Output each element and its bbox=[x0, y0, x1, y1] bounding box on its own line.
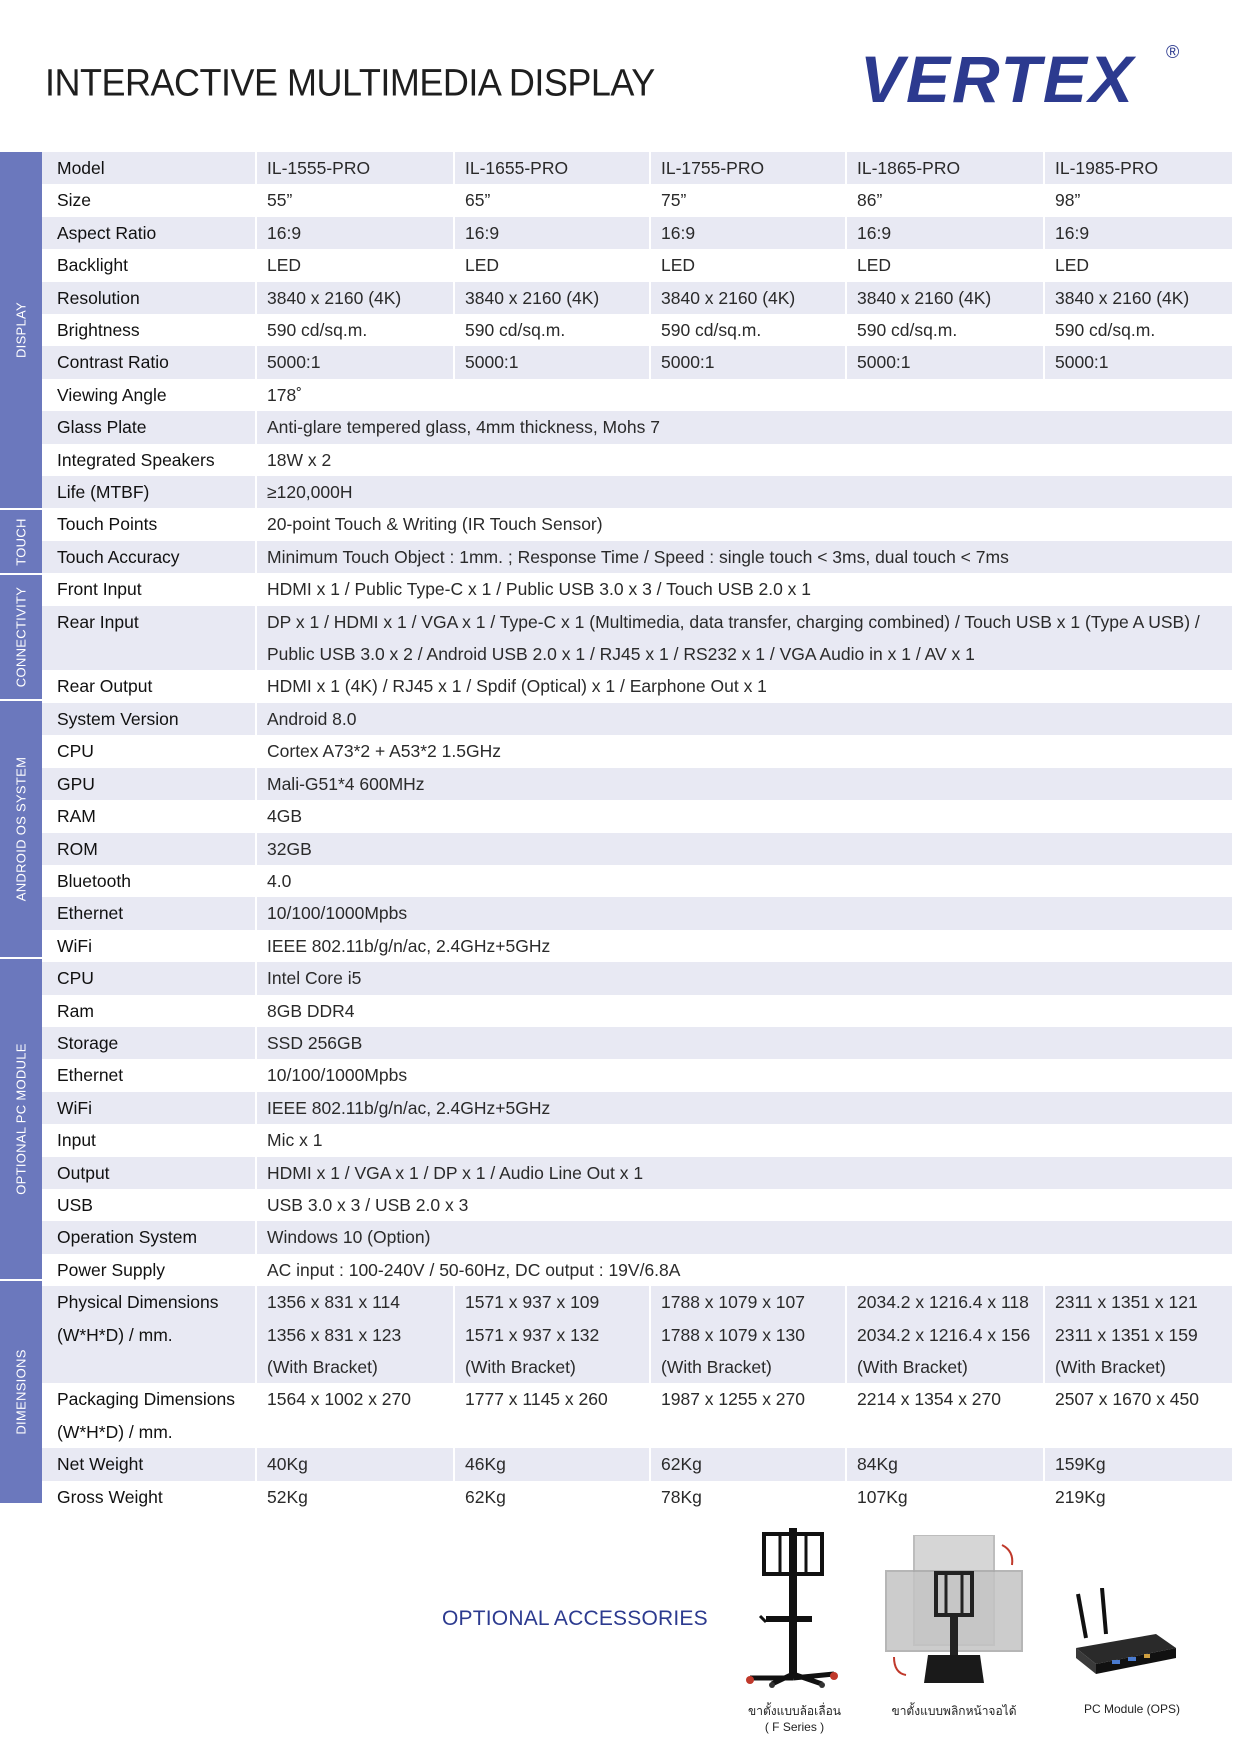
spec-value: 3840 x 2160 (4K) bbox=[455, 282, 651, 314]
spec-value-line: (With Bracket) bbox=[267, 1356, 378, 1377]
spec-label: Backlight bbox=[42, 249, 257, 281]
spec-value: 16:9 bbox=[847, 217, 1045, 249]
spec-value: 10/100/1000Mpbs bbox=[257, 1059, 1234, 1091]
spec-value: 46Kg bbox=[455, 1448, 651, 1480]
spec-value: 18W x 2 bbox=[257, 444, 1234, 476]
rolling-stand-image bbox=[742, 1528, 842, 1688]
spec-value: 107Kg bbox=[847, 1481, 1045, 1513]
section-android-os: ANDROID OS SYSTEM bbox=[0, 701, 42, 957]
spec-value: 32GB bbox=[257, 833, 1234, 865]
spec-label: Viewing Angle bbox=[42, 379, 257, 411]
spec-label: CPU bbox=[42, 962, 257, 994]
spec-value: 10/100/1000Mpbs bbox=[257, 897, 1234, 929]
spec-value: ≥120,000H bbox=[257, 476, 1234, 508]
spec-label: Aspect Ratio bbox=[42, 217, 257, 249]
spec-value: 1777 x 1145 x 260 bbox=[455, 1383, 651, 1448]
spec-value-line: (With Bracket) bbox=[1055, 1356, 1166, 1377]
spec-value: IEEE 802.11b/g/n/ac, 2.4GHz+5GHz bbox=[257, 1092, 1234, 1124]
spec-value: 5000:1 bbox=[1045, 346, 1234, 378]
spec-row bbox=[42, 1286, 1234, 1383]
spec-row bbox=[42, 897, 1234, 929]
spec-row bbox=[42, 444, 1234, 476]
spec-row bbox=[42, 282, 1234, 314]
spec-value-line: 1356 x 831 x 123 bbox=[267, 1324, 402, 1345]
spec-value: 3840 x 2160 (4K) bbox=[651, 282, 847, 314]
spec-value: Windows 10 (Option) bbox=[257, 1221, 1234, 1253]
vertex-logo bbox=[860, 40, 1200, 110]
spec-label: Ram bbox=[42, 995, 257, 1027]
spec-label: Integrated Speakers bbox=[42, 444, 257, 476]
page-title: INTERACTIVE MULTIMEDIA DISPLAY bbox=[45, 60, 655, 104]
spec-label: WiFi bbox=[42, 1092, 257, 1124]
spec-label: USB bbox=[42, 1189, 257, 1221]
spec-row bbox=[42, 573, 1234, 605]
spec-label: Input bbox=[42, 1124, 257, 1156]
spec-label: Brightness bbox=[42, 314, 257, 346]
spec-label: Rear Input bbox=[42, 606, 257, 671]
spec-value: 4GB bbox=[257, 800, 1234, 832]
spec-label: Life (MTBF) bbox=[42, 476, 257, 508]
spec-value bbox=[257, 606, 1234, 671]
spec-value: Android 8.0 bbox=[257, 703, 1234, 735]
spec-row bbox=[42, 962, 1234, 994]
pc-module-image bbox=[1072, 1588, 1182, 1678]
spec-value: 16:9 bbox=[257, 217, 455, 249]
spec-value: 20-point Touch & Writing (IR Touch Sensor) bbox=[257, 508, 1234, 540]
spec-value: 5000:1 bbox=[455, 346, 651, 378]
spec-value: Anti-glare tempered glass, 4mm thickness, Mohs 7 bbox=[257, 411, 1234, 443]
spec-value-line: 1788 x 1079 x 130 bbox=[661, 1324, 806, 1345]
spec-label: GPU bbox=[42, 768, 257, 800]
spec-row bbox=[42, 184, 1234, 216]
spec-value: Mali-G51*4 600MHz bbox=[257, 768, 1234, 800]
spec-row bbox=[42, 346, 1234, 378]
spec-value bbox=[651, 1286, 847, 1383]
spec-label bbox=[42, 1383, 257, 1448]
spec-value: 3840 x 2160 (4K) bbox=[1045, 282, 1234, 314]
spec-row bbox=[42, 703, 1234, 735]
spec-label: Output bbox=[42, 1157, 257, 1189]
spec-label: Ethernet bbox=[42, 897, 257, 929]
section-display: DISPLAY bbox=[0, 152, 42, 508]
spec-value: 590 cd/sq.m. bbox=[257, 314, 455, 346]
spec-row bbox=[42, 1221, 1234, 1253]
spec-value-line: 2311 x 1351 x 159 bbox=[1055, 1324, 1198, 1345]
spec-label: Net Weight bbox=[42, 1448, 257, 1480]
spec-row bbox=[42, 670, 1234, 702]
spec-row bbox=[42, 735, 1234, 767]
spec-value: 2507 x 1670 x 450 bbox=[1045, 1383, 1234, 1448]
spec-value: HDMI x 1 / VGA x 1 / DP x 1 / Audio Line Out x 1 bbox=[257, 1157, 1234, 1189]
spec-value: LED bbox=[257, 249, 455, 281]
spec-label: ROM bbox=[42, 833, 257, 865]
spec-value-line: 1571 x 937 x 132 bbox=[465, 1324, 600, 1345]
spec-row bbox=[42, 930, 1234, 962]
spec-value-line: 2034.2 x 1216.4 x 156 bbox=[857, 1324, 1031, 1345]
spec-value: LED bbox=[651, 249, 847, 281]
spec-value-line: 2311 x 1351 x 121 bbox=[1055, 1292, 1198, 1313]
spec-value: 5000:1 bbox=[847, 346, 1045, 378]
spec-value bbox=[1045, 1286, 1234, 1383]
spec-value: IL-1865-PRO bbox=[847, 152, 1045, 184]
spec-value bbox=[257, 1286, 455, 1383]
spec-value: 5000:1 bbox=[651, 346, 847, 378]
spec-value: 590 cd/sq.m. bbox=[1045, 314, 1234, 346]
spec-value: SSD 256GB bbox=[257, 1027, 1234, 1059]
spec-label: Contrast Ratio bbox=[42, 346, 257, 378]
spec-value: IL-1985-PRO bbox=[1045, 152, 1234, 184]
spec-label: System Version bbox=[42, 703, 257, 735]
spec-label-line: (W*H*D) / mm. bbox=[57, 1421, 173, 1442]
spec-row bbox=[42, 379, 1234, 411]
spec-value: 3840 x 2160 (4K) bbox=[847, 282, 1045, 314]
spec-row bbox=[42, 411, 1234, 443]
spec-label-line: (W*H*D) / mm. bbox=[57, 1324, 173, 1345]
spec-value: AC input : 100-240V / 50-60Hz, DC output : 19V/6.8A bbox=[257, 1254, 1234, 1286]
spec-value bbox=[455, 1286, 651, 1383]
spec-value: HDMI x 1 / Public Type-C x 1 / Public USB 3.0 x 3 / Touch USB 2.0 x 1 bbox=[257, 573, 1234, 605]
registered-mark: ® bbox=[1166, 42, 1180, 62]
spec-value: IL-1555-PRO bbox=[257, 152, 455, 184]
spec-label: Touch Accuracy bbox=[42, 541, 257, 573]
spec-value: 159Kg bbox=[1045, 1448, 1234, 1480]
spec-value: 62Kg bbox=[651, 1448, 847, 1480]
spec-value: 219Kg bbox=[1045, 1481, 1234, 1513]
spec-row bbox=[42, 768, 1234, 800]
spec-row bbox=[42, 1027, 1234, 1059]
spec-value: 55” bbox=[257, 184, 455, 216]
spec-label: Gross Weight bbox=[42, 1481, 257, 1513]
spec-label: Storage bbox=[42, 1027, 257, 1059]
spec-value: IL-1655-PRO bbox=[455, 152, 651, 184]
spec-value: 86” bbox=[847, 184, 1045, 216]
spec-label: Operation System bbox=[42, 1221, 257, 1253]
spec-row bbox=[42, 152, 1234, 184]
section-touch: TOUCH bbox=[0, 510, 42, 573]
spec-label: RAM bbox=[42, 800, 257, 832]
spec-value: 62Kg bbox=[455, 1481, 651, 1513]
spec-row bbox=[42, 800, 1234, 832]
spec-value: HDMI x 1 (4K) / RJ45 x 1 / Spdif (Optical) x 1 / Earphone Out x 1 bbox=[257, 670, 1234, 702]
spec-row bbox=[42, 1092, 1234, 1124]
spec-row bbox=[42, 541, 1234, 573]
spec-value: 16:9 bbox=[651, 217, 847, 249]
spec-value: 1564 x 1002 x 270 bbox=[257, 1383, 455, 1448]
spec-label: Ethernet bbox=[42, 1059, 257, 1091]
section-dimensions: DIMENSIONS bbox=[0, 1281, 42, 1503]
spec-value: Intel Core i5 bbox=[257, 962, 1234, 994]
spec-value: 3840 x 2160 (4K) bbox=[257, 282, 455, 314]
spec-value: LED bbox=[1045, 249, 1234, 281]
spec-value bbox=[847, 1286, 1045, 1383]
spec-label: Glass Plate bbox=[42, 411, 257, 443]
spec-row bbox=[42, 1448, 1234, 1480]
spec-value: 65” bbox=[455, 184, 651, 216]
spec-row bbox=[42, 508, 1234, 540]
spec-row bbox=[42, 1254, 1234, 1286]
spec-value: 16:9 bbox=[1045, 217, 1234, 249]
spec-row bbox=[42, 1383, 1234, 1448]
spec-value: Cortex A73*2 + A53*2 1.5GHz bbox=[257, 735, 1234, 767]
spec-value-line: (With Bracket) bbox=[661, 1356, 772, 1377]
spec-label: WiFi bbox=[42, 930, 257, 962]
spec-value: USB 3.0 x 3 / USB 2.0 x 3 bbox=[257, 1189, 1234, 1221]
spec-row bbox=[42, 476, 1234, 508]
spec-label-line: Packaging Dimensions bbox=[57, 1389, 236, 1410]
spec-label: Bluetooth bbox=[42, 865, 257, 897]
rolling-stand-caption-series: ( F Series ) bbox=[764, 1720, 825, 1734]
spec-value-line: (With Bracket) bbox=[465, 1356, 576, 1377]
spec-label: Model bbox=[42, 152, 257, 184]
spec-value-line: 1571 x 937 x 109 bbox=[465, 1292, 600, 1313]
spec-label: Front Input bbox=[42, 573, 257, 605]
rotating-stand-caption: ขาตั้งแบบพลิกหน้าจอได้ bbox=[891, 1704, 1017, 1718]
spec-value-line: 1356 x 831 x 114 bbox=[267, 1292, 400, 1313]
spec-value-line: DP x 1 / HDMI x 1 / VGA x 1 / Type-C x 1 (Multimedia, data transfer, charging combined) / Touch USB x 1 (Type A USB) / bbox=[267, 611, 1200, 632]
spec-row bbox=[42, 1189, 1234, 1221]
spec-label bbox=[42, 1286, 257, 1383]
section-pc-module: OPTIONAL PC MODULE bbox=[0, 959, 42, 1279]
spec-value: 40Kg bbox=[257, 1448, 455, 1480]
pc-module-caption: PC Module (OPS) bbox=[1083, 1702, 1181, 1716]
spec-value: 590 cd/sq.m. bbox=[455, 314, 651, 346]
spec-value: 78Kg bbox=[651, 1481, 847, 1513]
spec-value: 2214 x 1354 x 270 bbox=[847, 1383, 1045, 1448]
spec-value: 178˚ bbox=[257, 379, 1234, 411]
spec-value: Mic x 1 bbox=[257, 1124, 1234, 1156]
spec-row bbox=[42, 995, 1234, 1027]
spec-row bbox=[42, 1481, 1234, 1513]
spec-label: Resolution bbox=[42, 282, 257, 314]
spec-label: Rear Output bbox=[42, 670, 257, 702]
spec-label: CPU bbox=[42, 735, 257, 767]
spec-row bbox=[42, 606, 1234, 671]
spec-value: 98” bbox=[1045, 184, 1234, 216]
spec-row bbox=[42, 217, 1234, 249]
spec-value: Minimum Touch Object : 1mm. ; Response Time / Speed : single touch < 3ms, dual touch < 7ms bbox=[257, 541, 1234, 573]
spec-value-line: 2034.2 x 1216.4 x 118 bbox=[857, 1292, 1029, 1313]
accessories-title: OPTIONAL ACCESSORIES bbox=[442, 1607, 708, 1630]
spec-row bbox=[42, 249, 1234, 281]
spec-value: 16:9 bbox=[455, 217, 651, 249]
spec-value: 590 cd/sq.m. bbox=[847, 314, 1045, 346]
spec-value: IEEE 802.11b/g/n/ac, 2.4GHz+5GHz bbox=[257, 930, 1234, 962]
spec-value-line: Public USB 3.0 x 2 / Android USB 2.0 x 1 / RJ45 x 1 / RS232 x 1 / VGA Audio in x 1 / AV x 1 bbox=[267, 644, 975, 665]
spec-value-line: (With Bracket) bbox=[857, 1356, 968, 1377]
spec-value: 1987 x 1255 x 270 bbox=[651, 1383, 847, 1448]
spec-row bbox=[42, 314, 1234, 346]
spec-label-line: Physical Dimensions bbox=[57, 1292, 219, 1313]
spec-value: 52Kg bbox=[257, 1481, 455, 1513]
spec-value: LED bbox=[455, 249, 651, 281]
spec-value: LED bbox=[847, 249, 1045, 281]
spec-table bbox=[42, 152, 1234, 1513]
logo-text: VERTEX bbox=[860, 42, 1135, 110]
spec-value: IL-1755-PRO bbox=[651, 152, 847, 184]
spec-row bbox=[42, 1157, 1234, 1189]
spec-row bbox=[42, 1059, 1234, 1091]
spec-value: 590 cd/sq.m. bbox=[651, 314, 847, 346]
spec-value: 5000:1 bbox=[257, 346, 455, 378]
section-connectivity: CONNECTIVITY bbox=[0, 575, 42, 699]
spec-row bbox=[42, 865, 1234, 897]
spec-row bbox=[42, 833, 1234, 865]
spec-label: Size bbox=[42, 184, 257, 216]
spec-value: 84Kg bbox=[847, 1448, 1045, 1480]
spec-label: Power Supply bbox=[42, 1254, 257, 1286]
spec-value-line: 1788 x 1079 x 107 bbox=[661, 1292, 806, 1313]
rolling-stand-caption: ขาตั้งแบบล้อเลื่อน bbox=[748, 1704, 841, 1718]
spec-value: 75” bbox=[651, 184, 847, 216]
spec-label: Touch Points bbox=[42, 508, 257, 540]
spec-value: 4.0 bbox=[257, 865, 1234, 897]
spec-row bbox=[42, 1124, 1234, 1156]
spec-value: 8GB DDR4 bbox=[257, 995, 1234, 1027]
rotating-stand-image bbox=[884, 1535, 1024, 1685]
